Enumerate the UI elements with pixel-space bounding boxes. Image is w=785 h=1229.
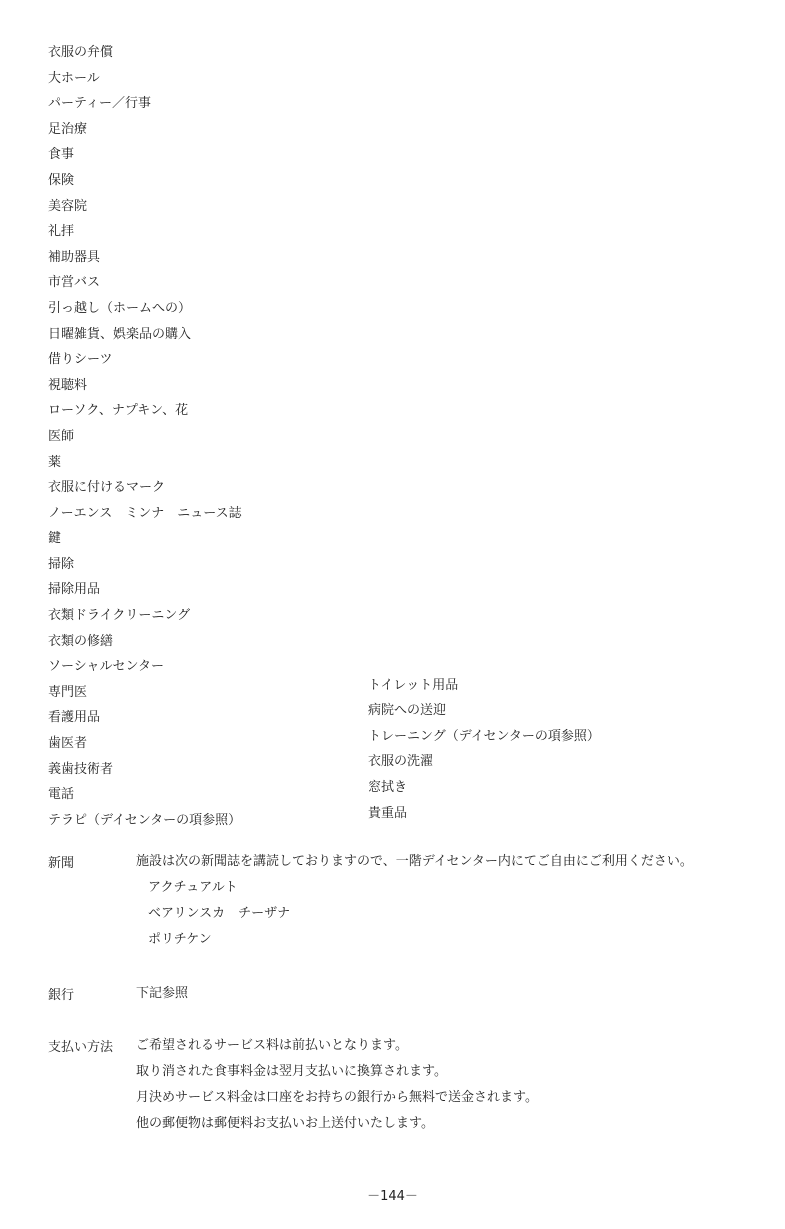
list-item: 美容院: [48, 198, 88, 214]
list-item: 薬: [48, 454, 62, 470]
list-item: ノーエンス ミンナ ニュース誌: [48, 505, 242, 521]
list-item: トレーニング（デイセンターの項参照）: [368, 728, 600, 744]
list-item: 引っ越し（ホームへの）: [48, 300, 192, 316]
newspaper-label: 新聞: [48, 856, 75, 871]
list-item: パーティー／行事: [48, 96, 151, 112]
list-item: 食事: [48, 147, 75, 163]
list-item: トイレット用品: [368, 677, 459, 693]
list-item: 貴重品: [368, 805, 408, 821]
newspaper-title: ベアリンスカ チーザナ: [148, 906, 291, 921]
list-item: 保険: [48, 172, 75, 188]
list-item: 大ホール: [48, 70, 100, 86]
list-item: 看護用品: [48, 710, 101, 726]
list-item: 専門医: [48, 684, 88, 700]
payment-line: 他の郵便物は郵便料お支払いお上送付いたします。: [136, 1116, 434, 1131]
list-item: 補助器具: [48, 249, 101, 265]
list-item: 電話: [48, 787, 75, 803]
list-item: 歯医者: [48, 736, 88, 752]
list-item: 足治療: [48, 121, 88, 137]
service-list: [48, 40, 242, 833]
payment-body: [136, 1036, 538, 1140]
bank-label: 銀行: [48, 988, 75, 1003]
newspaper-title: ポリチケン: [148, 932, 212, 947]
payment-line: 月決めサービス料金は口座をお持ちの銀行から無料で送金されます。: [136, 1090, 538, 1105]
payment-line: ご希望されるサービス料は前払いとなります。: [136, 1038, 408, 1053]
list-item: 日曜雑貨、娯楽品の購入: [48, 326, 192, 342]
payment-line: 取り消された食事料金は翌月支払いに換算されます。: [136, 1064, 447, 1079]
bank-text: 下記参照: [136, 986, 189, 1001]
payment-label: 支払い方法: [48, 1040, 114, 1055]
list-item: 視聴料: [48, 377, 88, 393]
list-item: 衣服の弁償: [48, 45, 114, 60]
list-item: 礼拝: [48, 224, 75, 240]
list-item: 医師: [48, 428, 75, 444]
list-item: 病院への送迎: [368, 703, 447, 719]
list-item: テラピ（デイセンターの項参照）: [48, 812, 242, 828]
list-item: 掃除: [48, 556, 75, 572]
list-item: 衣類ドライクリーニング: [48, 608, 191, 624]
list-item: 市営バス: [48, 275, 101, 291]
list-item: 衣類の修繕: [48, 633, 114, 649]
list-item: ローソク、ナプキン、花: [48, 403, 189, 419]
list-item: 掃除用品: [48, 582, 101, 598]
page-number: －144－: [367, 1189, 418, 1204]
list-item: 鍵: [48, 531, 62, 547]
list-item: 窓拭き: [368, 779, 408, 795]
newspaper-text: 施設は次の新聞誌を講読しておりますので、一階デイセンター内にてご自由にご利用ください。: [136, 854, 693, 869]
list-item: 衣服に付けるマーク: [48, 480, 166, 496]
list-item: 義歯技術者: [48, 761, 114, 777]
bank-body: [136, 984, 188, 1010]
service-list-right: [368, 673, 600, 827]
list-item: 借りシーツ: [48, 352, 113, 368]
newspaper-title: アクチュアルト: [148, 880, 238, 895]
newspaper-body: [136, 852, 693, 956]
list-item: 衣服の洗濯: [368, 754, 434, 770]
list-item: ソーシャルセンター: [48, 659, 164, 675]
